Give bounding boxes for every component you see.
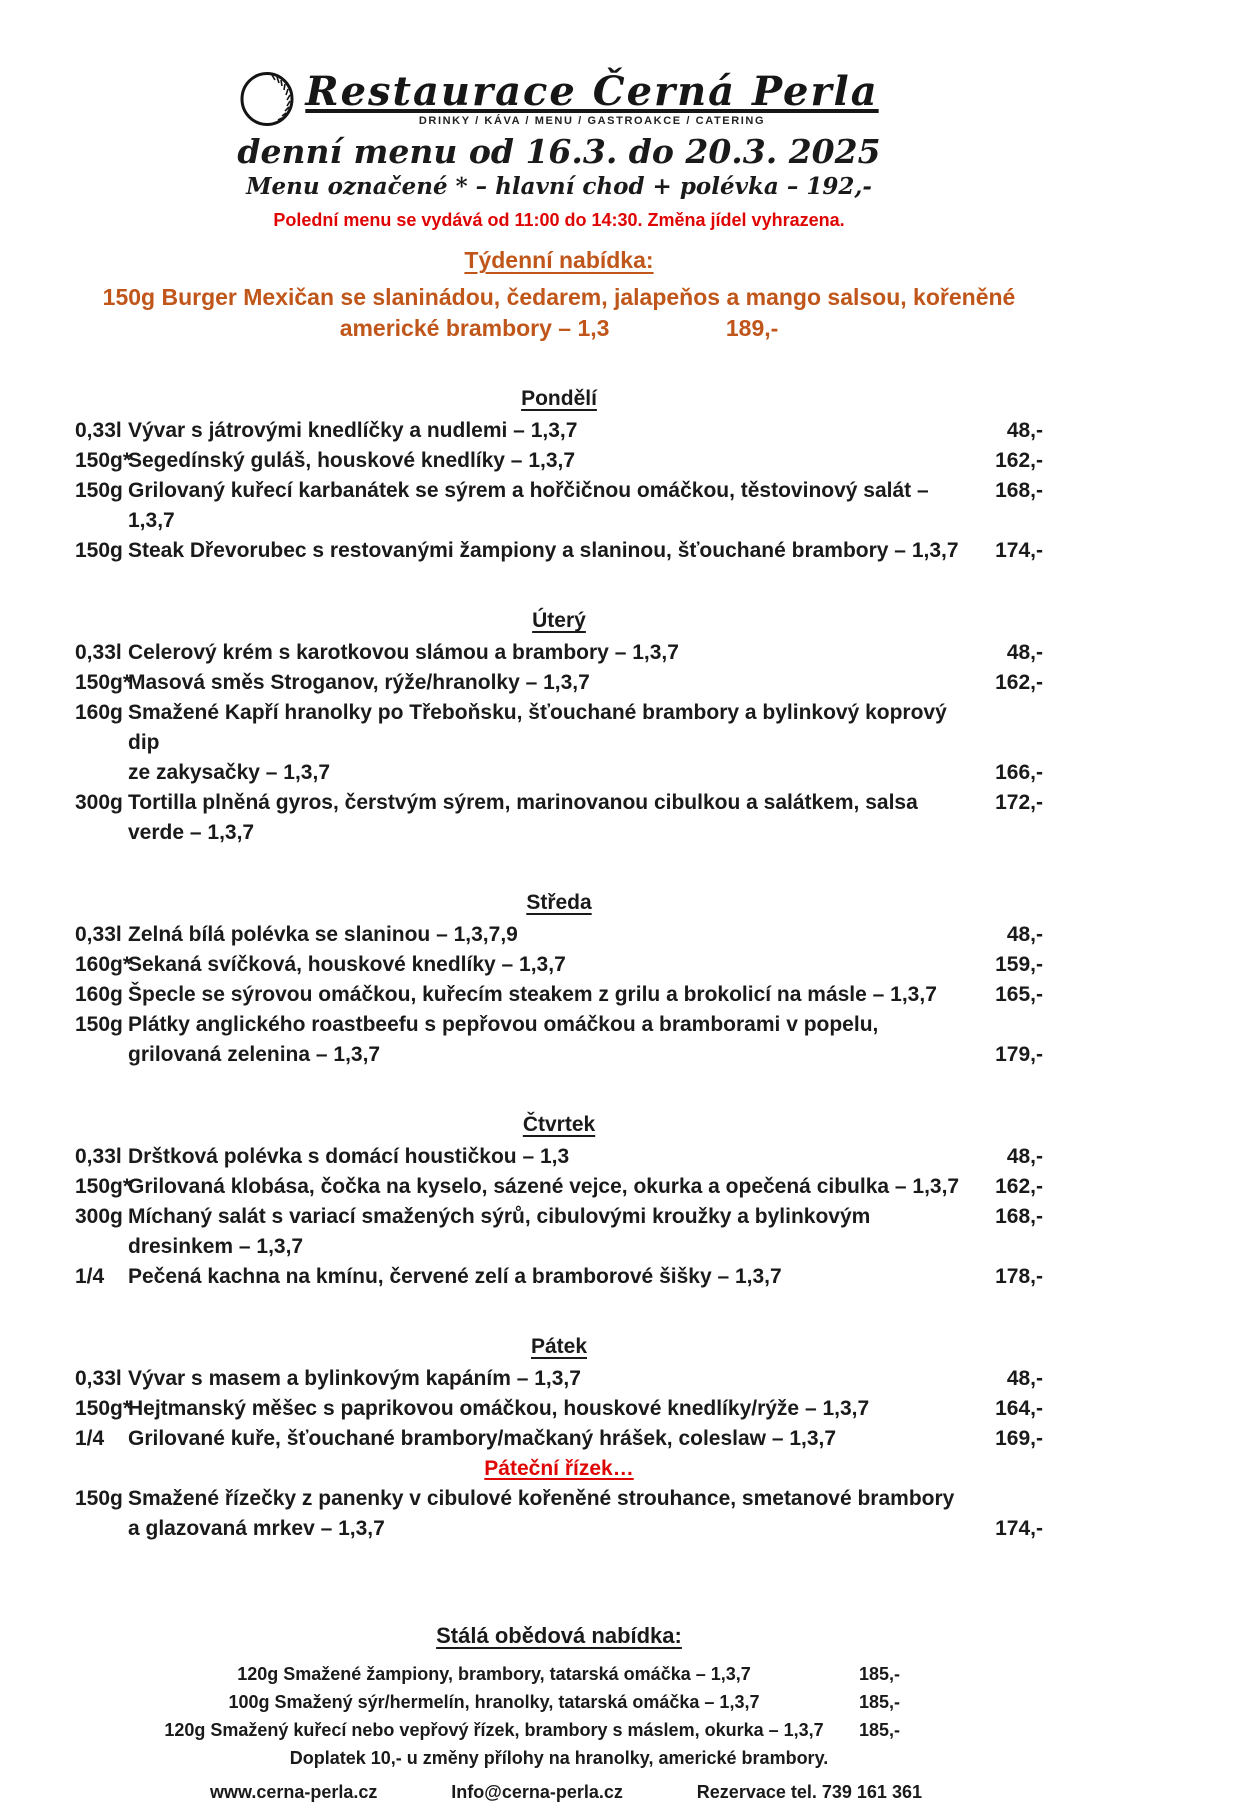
- item-price: 166,-: [995, 761, 1043, 785]
- menu-item-row: [75, 476, 1043, 536]
- menu-item-row: [75, 980, 1043, 1010]
- item-description: 120g Smažené žampiony, brambory, tatarská omáčka – 1,3,7: [237, 1664, 751, 1685]
- email-text: Info@cerna-perla.cz: [451, 1782, 623, 1803]
- menu-item-row: [75, 668, 1043, 698]
- item-description: Steak Dřevorubec s restovanými žampiony a slaninou, šťouchané brambory – 1,3,7: [128, 539, 959, 563]
- item-quantity: 300g: [75, 791, 123, 815]
- item-price: 168,-: [995, 479, 1043, 503]
- day-section-tuesday: [75, 606, 1043, 848]
- weekly-offer-price: 189,-: [725, 315, 779, 342]
- item-price: 162,-: [995, 671, 1043, 695]
- item-price: 174,-: [995, 539, 1043, 563]
- menu-item-row: [75, 950, 1043, 980]
- item-price: 185,-: [858, 1720, 900, 1741]
- item-description: Smažené Kapří hranolky po Třeboňsku, šťouchané brambory a bylinkový koprový dip: [128, 701, 947, 755]
- item-quantity: 150g*: [75, 1175, 132, 1199]
- menu-subtitle: Menu označené * – hlavní chod + polévka – 192,-: [246, 173, 872, 201]
- item-price: 48,-: [1006, 1367, 1043, 1391]
- pearl-icon: [239, 70, 299, 128]
- item-description: 120g Smažený kuřecí nebo vepřový řízek, brambory s máslem, okurka – 1,3,7: [164, 1720, 824, 1741]
- menu-content: [75, 67, 1043, 1806]
- item-quantity: 0,33l: [75, 641, 122, 665]
- menu-item-row: [75, 446, 1043, 476]
- weekly-offer-heading: Týdenní nabídka:: [464, 247, 654, 274]
- item-quantity: 0,33l: [75, 419, 122, 443]
- item-price: 179,-: [995, 1043, 1043, 1067]
- menu-item-row: [75, 1484, 1043, 1514]
- item-description: Masová směs Stroganov, rýže/hranolky – 1,3,7: [128, 671, 590, 695]
- logo-text-block: [305, 67, 879, 127]
- item-price: 165,-: [995, 983, 1043, 1007]
- item-quantity: 1/4: [75, 1265, 105, 1289]
- day-heading-wednesday: Středa: [526, 891, 592, 915]
- website-text: www.cerna-perla.cz: [210, 1782, 378, 1803]
- item-description: Míchaný salát s variací smažených sýrů, cibulovými kroužky a bylinkovým dresinkem – 1,3,7: [128, 1205, 871, 1259]
- menu-item-row: [75, 920, 1043, 950]
- item-description: Grilované kuře, šťouchané brambory/mačkaný hrášek, coleslaw – 1,3,7: [128, 1427, 837, 1451]
- item-quantity: 150g*: [75, 449, 132, 473]
- item-quantity: 160g: [75, 701, 123, 725]
- item-quantity: [75, 1514, 128, 1544]
- standing-menu-heading: Stálá obědová nabídka:: [436, 1623, 682, 1649]
- menu-item-row: [75, 788, 1043, 848]
- friday-special-heading: Páteční řízek…: [484, 1457, 634, 1481]
- item-description: Špecle se sýrovou omáčkou, kuřecím steakem z grilu a brokolicí na másle – 1,3,7: [128, 983, 937, 1007]
- menu-header: [75, 67, 1043, 231]
- item-quantity: 1/4: [75, 1427, 105, 1451]
- item-description: 100g Smažený sýr/hermelín, hranolky, tatarská omáčka – 1,3,7: [228, 1692, 760, 1713]
- item-description: Celerový krém s karotkovou slámou a brambory – 1,3,7: [128, 641, 679, 665]
- serving-hours-notice: Polední menu se vydává od 11:00 do 14:30. Změna jídel vyhrazena.: [273, 210, 845, 231]
- item-quantity: 150g: [75, 539, 123, 563]
- item-price: 185,-: [858, 1664, 900, 1685]
- menu-item-row: [75, 416, 1043, 446]
- item-description: Vývar s játrovými knedlíčky a nudlemi – 1,3,7: [128, 419, 578, 443]
- menu-item-row: [75, 1202, 1043, 1262]
- item-description: Pečená kachna na kmínu, červené zelí a bramborové šišky – 1,3,7: [128, 1265, 782, 1289]
- item-description: Smažené řízečky z panenky v cibulové kořeněné strouhance, smetanové brambory: [128, 1487, 955, 1511]
- item-price: 168,-: [995, 1205, 1043, 1229]
- menu-item-row: [75, 536, 1043, 566]
- item-price: 172,-: [995, 791, 1043, 815]
- menu-item-row-continuation: [75, 758, 1043, 788]
- item-description: a glazovaná mrkev – 1,3,7: [128, 1517, 385, 1541]
- item-price: 48,-: [1006, 1145, 1043, 1169]
- item-quantity: [75, 758, 128, 788]
- menu-item-row: [75, 1010, 1043, 1040]
- item-price: [971, 1484, 1043, 1514]
- item-description: Sekaná svíčková, houskové knedlíky – 1,3,7: [128, 953, 566, 977]
- reservation-phone-text: Rezervace tel. 739 161 361: [696, 1782, 922, 1803]
- standing-menu-row: [160, 1660, 900, 1688]
- restaurant-name: Restaurace Černá Perla: [305, 67, 879, 115]
- standing-menu-row: [160, 1688, 900, 1716]
- item-quantity: 160g*: [75, 953, 132, 977]
- item-description: Vývar s masem a bylinkovým kapáním – 1,3,7: [128, 1367, 581, 1391]
- item-quantity: [75, 1040, 128, 1070]
- menu-item-row: [75, 638, 1043, 668]
- weekly-offer-text: americké brambory – 1,3: [339, 315, 610, 342]
- standing-menu-list: [160, 1660, 900, 1744]
- standing-menu-section: [75, 1620, 1043, 1806]
- item-quantity: 160g: [75, 983, 123, 1007]
- item-quantity: 150g*: [75, 671, 132, 695]
- day-section-monday: [75, 384, 1043, 566]
- menu-item-row: [75, 1262, 1043, 1292]
- weekly-offer-section: [75, 247, 1043, 344]
- item-description: grilovaná zelenina – 1,3,7: [128, 1043, 381, 1067]
- item-quantity: 150g*: [75, 1397, 132, 1421]
- item-quantity: 0,33l: [75, 923, 122, 947]
- day-heading-monday: Pondělí: [521, 387, 597, 411]
- item-quantity: 0,33l: [75, 1145, 122, 1169]
- item-quantity: 300g: [75, 1205, 123, 1229]
- item-price: 162,-: [995, 449, 1043, 473]
- weekly-offer-line1: 150g Burger Mexičan se slaninádou, čedarem, jalapeňos a mango salsou, kořeněné: [102, 284, 1016, 311]
- item-price: 48,-: [1006, 923, 1043, 947]
- item-description: ze zakysačky – 1,3,7: [128, 761, 331, 785]
- menu-item-row-continuation: [75, 1040, 1043, 1070]
- item-price: [971, 1010, 1043, 1040]
- item-price: 169,-: [995, 1427, 1043, 1451]
- item-description: Segedínský guláš, houskové knedlíky – 1,3,7: [128, 449, 576, 473]
- day-section-thursday: [75, 1110, 1043, 1292]
- item-description: Zelná bílá polévka se slaninou – 1,3,7,9: [128, 923, 518, 947]
- item-quantity: 0,33l: [75, 1367, 122, 1391]
- item-description: Hejtmanský měšec s paprikovou omáčkou, houskové knedlíky/rýže – 1,3,7: [128, 1397, 870, 1421]
- item-price: 178,-: [995, 1265, 1043, 1289]
- restaurant-tagline: DRINKY / KÁVA / MENU / GASTROAKCE / CATERING: [418, 114, 766, 127]
- item-price: 185,-: [858, 1692, 900, 1713]
- restaurant-logo: [75, 67, 1043, 128]
- menu-item-row: [75, 698, 1043, 758]
- menu-item-row: [75, 1142, 1043, 1172]
- item-description: Tortilla plněná gyros, čerstvým sýrem, marinovanou cibulkou a salátkem, salsa verde – 1,3,7: [128, 791, 918, 845]
- item-price: 48,-: [1006, 641, 1043, 665]
- item-price: 164,-: [995, 1397, 1043, 1421]
- item-description: Grilovaný kuřecí karbanátek se sýrem a hořčičnou omáčkou, těstovinový salát – 1,3,7: [128, 479, 929, 533]
- weekly-offer-line2: [75, 313, 1043, 344]
- day-section-friday: [75, 1332, 1043, 1544]
- menu-item-row: [75, 1394, 1043, 1424]
- menu-item-row: [75, 1172, 1043, 1202]
- item-price: 174,-: [995, 1517, 1043, 1541]
- day-heading-tuesday: Úterý: [532, 609, 586, 633]
- day-section-wednesday: [75, 888, 1043, 1070]
- item-quantity: 150g: [75, 1487, 123, 1511]
- item-price: 48,-: [1006, 419, 1043, 443]
- item-price: [971, 698, 1043, 758]
- item-description: Grilovaná klobása, čočka na kyselo, sázené vejce, okurka a opečená cibulka – 1,3,7: [128, 1175, 960, 1199]
- menu-item-row-continuation: [75, 1514, 1043, 1544]
- menu-item-row: [75, 1424, 1043, 1454]
- item-quantity: 150g: [75, 1013, 123, 1037]
- item-description: Drštková polévka s domácí houstičkou – 1,3: [128, 1145, 570, 1169]
- contact-footer: [210, 1778, 922, 1806]
- item-price: 159,-: [995, 953, 1043, 977]
- item-quantity: 150g: [75, 479, 123, 503]
- item-description: Plátky anglického roastbeefu s pepřovou omáčkou a bramborami v popelu,: [128, 1013, 879, 1037]
- side-dish-surcharge-note: Doplatek 10,- u změny přílohy na hranolky, americké brambory.: [289, 1748, 829, 1769]
- day-heading-thursday: Čtvrtek: [522, 1113, 596, 1137]
- item-price: 162,-: [995, 1175, 1043, 1199]
- standing-menu-row: [160, 1716, 900, 1744]
- menu-title: denní menu od 16.3. do 20.3. 2025: [237, 132, 881, 171]
- menu-item-row: [75, 1364, 1043, 1394]
- day-heading-friday: Pátek: [530, 1335, 588, 1359]
